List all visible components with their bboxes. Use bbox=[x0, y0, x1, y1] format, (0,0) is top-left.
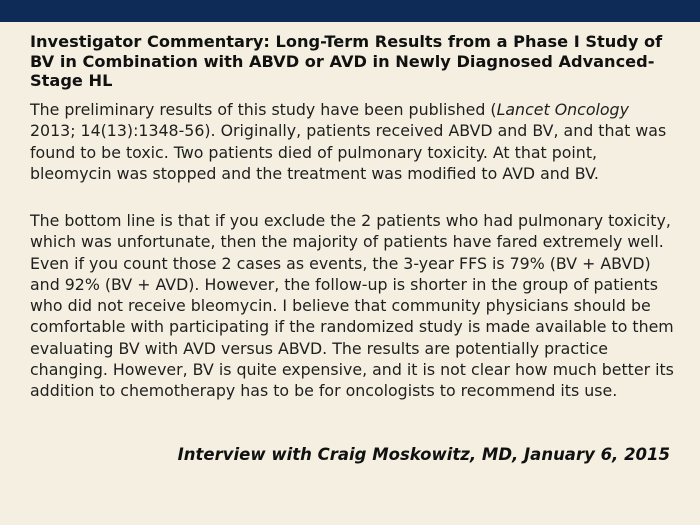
paragraph-1-text-end: 2013; 14(13):1348-56). Originally, patients received ABVD and BV, and that was found to be toxic. Two patients died of pulmonary toxicity. At that point, bleomycin was stopped and the treatment was modified to AVD and BV. bbox=[30, 121, 667, 183]
commentary-paragraph-2: The bottom line is that if you exclude the 2 patients who had pulmonary toxicity, which was unfortunate, then the majority of patients have fared extremely well. Even if you count those 2 cases as events, the 3-year FFS is 79% (BV + ABVD) and 92% (BV + AVD). However, the follow-up is shorter in the group of patients who did not receive bleomycin. I believe that community physicians should be comfortable with participating if the randomized study is made available to them evaluating BV with AVD versus ABVD. The results are potentially practice changing. However, BV is quite expensive, and it is not clear how much better its addition to chemotherapy has to be for oncologists to recommend its use. bbox=[30, 211, 674, 401]
slide-title: Investigator Commentary: Long-Term Results from a Phase I Study of BV in Combination with ABVD or AVD in Newly Diagnosed Advanced-Stage HL bbox=[30, 32, 663, 90]
commentary-paragraph-1 bbox=[30, 99, 675, 184]
header-bar bbox=[0, 0, 700, 22]
journal-name: Lancet Oncology bbox=[496, 100, 629, 119]
paragraph-1-text-start: The preliminary results of this study have been published ( bbox=[30, 100, 497, 119]
interview-attribution: Interview with Craig Moskowitz, MD, January 6, 2015 bbox=[177, 445, 670, 464]
